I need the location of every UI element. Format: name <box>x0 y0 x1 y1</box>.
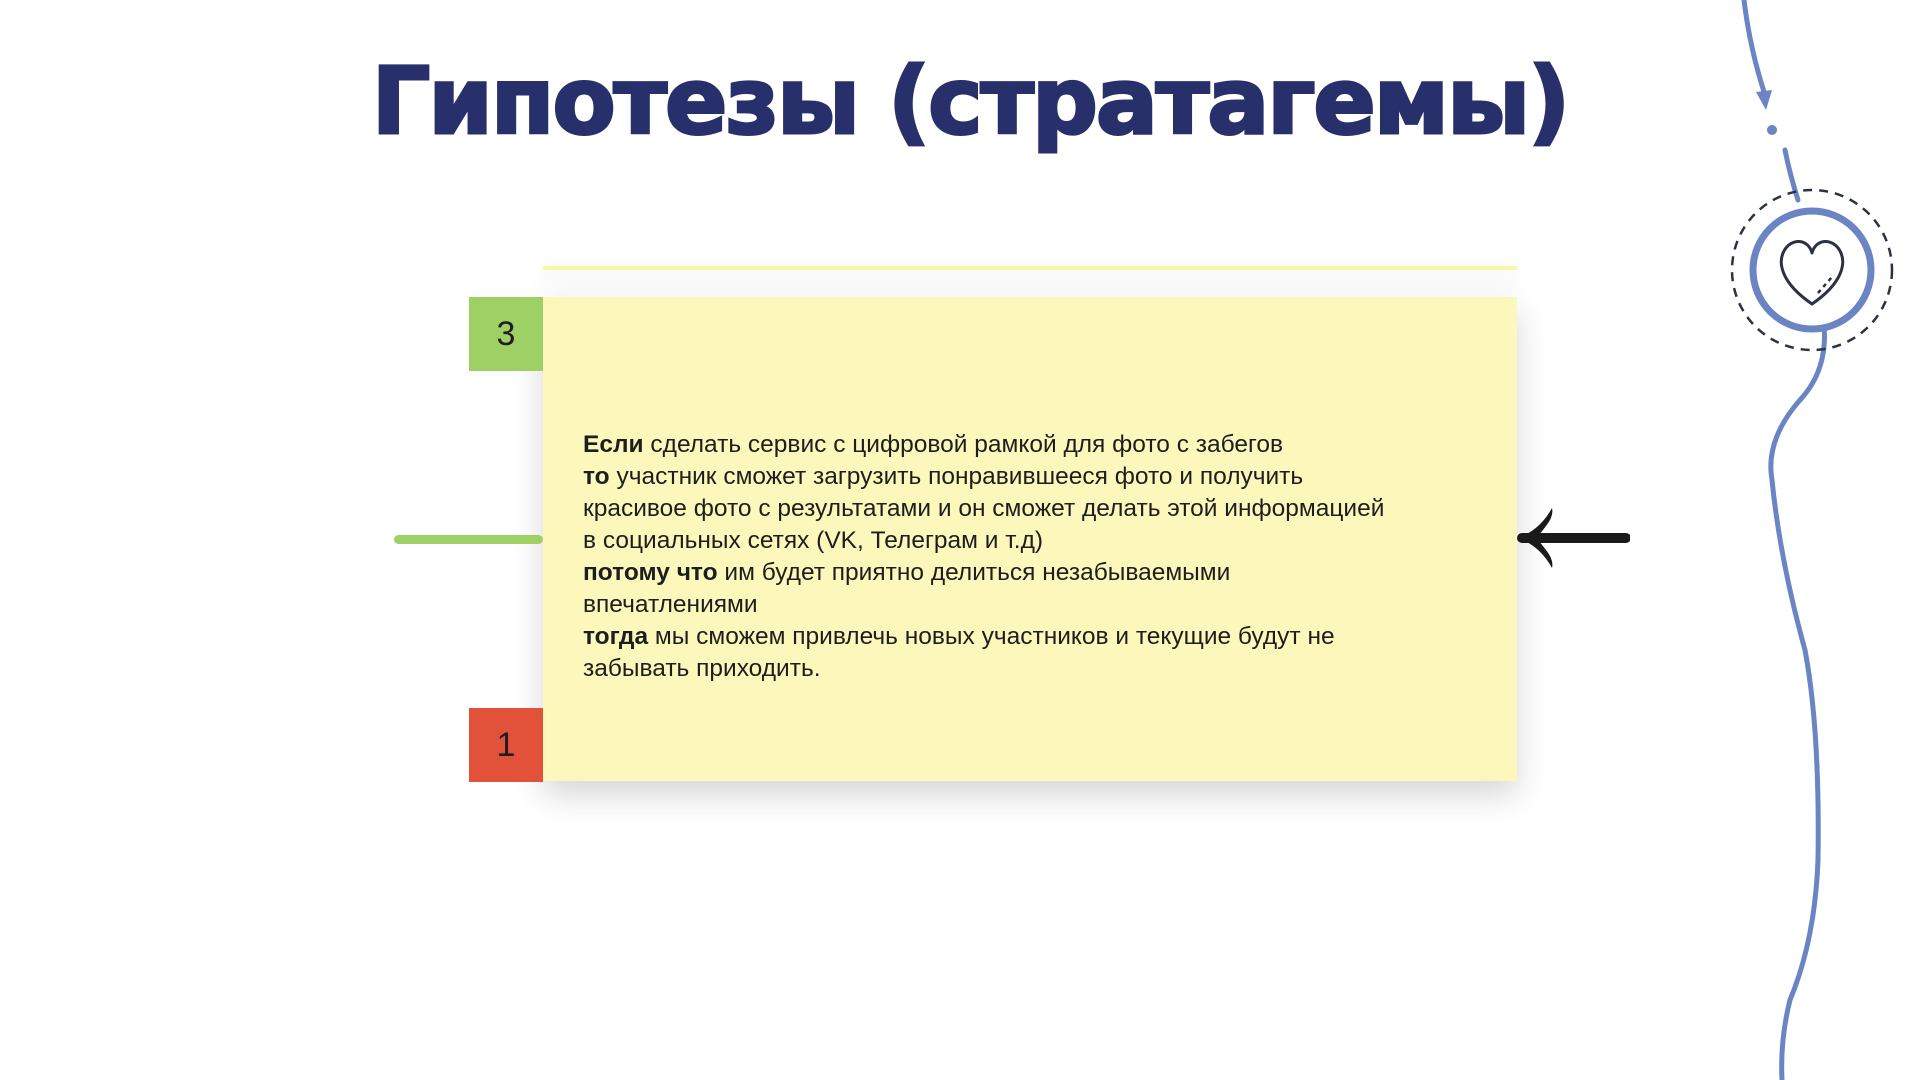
arrow-left-icon <box>1514 504 1630 572</box>
hypothesis-text <box>583 429 1483 685</box>
slide-title: Гипотезы (стратагемы) <box>371 48 1569 155</box>
hypothesis-when-line <box>583 621 1483 653</box>
heart-ring-icon <box>1753 211 1871 329</box>
curve-arrowhead-icon <box>1756 90 1772 110</box>
hypothesis-when-line-2: забывать приходить. <box>583 655 821 682</box>
if-keyword: Если <box>583 431 644 458</box>
hypothesis-then-line <box>583 461 1483 493</box>
hypothesis-then-line-3: в социальных сетях (VK, Телеграм и т.д) <box>583 527 1044 554</box>
because-text-1: им будет приятно делиться незабываемыми <box>717 559 1231 586</box>
then-keyword: то <box>583 463 610 490</box>
note-top-strip <box>543 266 1517 270</box>
decorative-path-with-heart <box>1720 0 1920 1080</box>
decorative-curve-line <box>1744 0 1825 1080</box>
because-keyword: потому что <box>583 559 718 586</box>
hypothesis-because-line-2: впечатлениями <box>583 591 758 618</box>
then-text-1: участник сможет загрузить понравившееся фото и получить <box>609 463 1304 490</box>
hypothesis-then-line-2: красивое фото с результатами и он сможет делать этой информацией <box>583 495 1385 522</box>
when-text-1: мы сможем привлечь новых участников и текущие будут не <box>648 623 1335 650</box>
badge-number-top: 3 <box>469 297 543 371</box>
green-connector-line <box>394 535 543 544</box>
hypothesis-because-line <box>583 557 1483 589</box>
curve-dot-icon <box>1767 125 1777 135</box>
badge-number-bottom: 1 <box>469 708 543 782</box>
hypothesis-sticky-note <box>543 297 1517 781</box>
hypothesis-if-line <box>583 429 1483 461</box>
when-keyword: тогда <box>583 623 649 650</box>
if-text: сделать сервис с цифровой рамкой для фото с забегов <box>643 431 1284 458</box>
